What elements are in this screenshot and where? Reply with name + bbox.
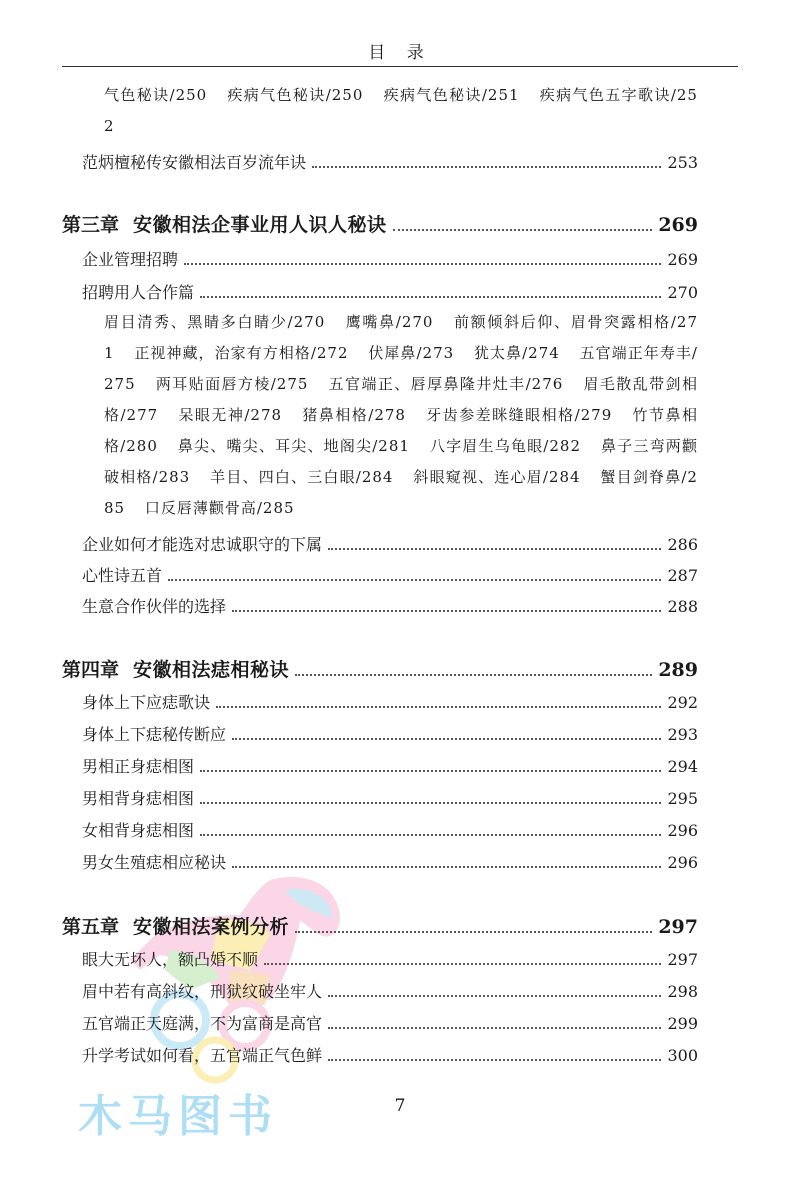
subitem: 气色秘诀/250 xyxy=(104,86,208,104)
dot-leader xyxy=(232,610,661,612)
entry-title: 眉中若有高斜纹，刑狱纹破坐牢人 xyxy=(82,982,323,1001)
subitem: 竹节鼻相格/280 xyxy=(104,406,698,455)
entry-page: 295 xyxy=(667,789,698,808)
subitem: 羊目、四白、三白眼/284 xyxy=(210,468,394,486)
entry-page: 293 xyxy=(667,725,698,744)
chapter-page: 289 xyxy=(658,659,698,681)
subitem: 伏犀鼻/273 xyxy=(368,344,455,362)
toc-entry[interactable] xyxy=(82,786,698,809)
subitem: 两耳贴面唇方棱/275 xyxy=(155,375,309,393)
subitem: 疾病气色秘诀/250 xyxy=(227,86,364,104)
toc-entry[interactable] xyxy=(82,563,698,586)
toc-entry[interactable] xyxy=(82,979,698,1002)
toc-entry[interactable] xyxy=(82,818,698,841)
chapter-number: 第三章 xyxy=(62,214,120,236)
chapter-title: 安徽相法案例分析 xyxy=(133,916,290,938)
dot-leader xyxy=(312,166,661,168)
dot-leader xyxy=(200,834,661,836)
subitem: 猪鼻相格/278 xyxy=(302,406,406,424)
page-number: 7 xyxy=(394,1096,406,1116)
entry-title: 企业如何才能选对忠诚职守的下属 xyxy=(82,535,323,554)
toc-entry[interactable] xyxy=(82,947,698,970)
entry-page: 288 xyxy=(667,597,698,616)
entry-page: 296 xyxy=(667,821,698,840)
toc-entry[interactable] xyxy=(82,754,698,777)
subitem: 斜眼窥视、连心眉/284 xyxy=(413,468,581,486)
entry-page: 269 xyxy=(667,250,698,269)
toc-entry[interactable] xyxy=(82,690,698,713)
dot-leader xyxy=(200,802,661,804)
entry-title: 男相背身痣相图 xyxy=(82,789,195,808)
entry-title: 男相正身痣相图 xyxy=(82,757,195,776)
entry-page: 297 xyxy=(667,950,698,969)
chapter-title: 安徽相法痣相秘诀 xyxy=(133,659,290,681)
subitem: 犹太鼻/274 xyxy=(473,344,560,362)
entry-title: 企业管理招聘 xyxy=(82,250,179,269)
subitem: 眉目清秀、黑睛多白睛少/270 xyxy=(104,313,326,331)
dot-leader xyxy=(328,1027,661,1029)
dot-leader xyxy=(295,674,652,676)
dot-leader xyxy=(295,931,652,933)
chapter-heading-3[interactable] xyxy=(62,210,698,237)
subitem: 八字眉生乌龟眼/282 xyxy=(429,437,581,455)
entry-title: 女相背身痣相图 xyxy=(82,821,195,840)
chapter-heading-5[interactable] xyxy=(62,912,698,939)
entry-title: 男女生殖痣相应秘诀 xyxy=(82,853,227,872)
subitem: 鹰嘴鼻/270 xyxy=(345,313,434,331)
dot-leader xyxy=(328,548,661,550)
chapter-number: 第五章 xyxy=(62,916,120,938)
subitem: 鼻尖、嘴尖、耳尖、地阁尖/281 xyxy=(177,437,410,455)
subitem: 疾病气色五字歌诀/252 xyxy=(104,86,698,135)
dot-leader xyxy=(264,963,661,965)
subitem: 呆眼无神/278 xyxy=(178,406,283,424)
entry-page: 298 xyxy=(667,982,698,1001)
subitem: 前额倾斜后仰、眉骨突露相格/271 xyxy=(104,313,699,362)
dot-leader xyxy=(232,738,661,740)
subitems-chapter-3 xyxy=(104,307,698,524)
entry-title: 范炳檀秘传安徽相法百岁流年诀 xyxy=(82,153,307,172)
entry-page: 287 xyxy=(667,566,698,585)
dot-leader xyxy=(216,706,661,708)
chapter-page: 297 xyxy=(658,916,698,938)
entry-page: 270 xyxy=(667,283,698,302)
toc-entry[interactable] xyxy=(82,532,698,555)
entry-page: 292 xyxy=(667,693,698,712)
chapter-number: 第四章 xyxy=(62,659,120,681)
entry-page: 253 xyxy=(667,153,698,172)
entry-title: 眼大无坏人，额凸婚不顺 xyxy=(82,950,259,969)
dot-leader xyxy=(393,229,653,231)
dot-leader xyxy=(200,296,661,298)
toc-entry[interactable] xyxy=(82,1043,698,1066)
entry-page: 300 xyxy=(667,1046,698,1065)
toc-entry[interactable] xyxy=(82,594,698,617)
entry-title: 五官端正天庭满，不为富商是高官 xyxy=(82,1014,323,1033)
toc-entry[interactable] xyxy=(82,150,698,173)
subitem: 蟹目剑脊鼻/285 xyxy=(104,468,698,517)
watermark-text: 木马图书 xyxy=(78,1091,278,1142)
dot-leader xyxy=(328,1059,661,1061)
entry-page: 286 xyxy=(667,535,698,554)
entry-title: 生意合作伙伴的选择 xyxy=(82,597,227,616)
subitem: 五官端正、唇厚鼻隆井灶丰/276 xyxy=(328,375,564,393)
header-rule xyxy=(62,66,738,67)
subitem: 疾病气色秘诀/251 xyxy=(383,86,520,104)
entry-title: 心性诗五首 xyxy=(82,566,163,585)
dot-leader xyxy=(200,770,661,772)
entry-title: 升学考试如何看，五官端正气色鲜 xyxy=(82,1046,323,1065)
entry-page: 294 xyxy=(667,757,698,776)
dot-leader xyxy=(168,579,661,581)
subitem: 眉毛散乱带剑相格/277 xyxy=(104,375,698,424)
subitems-top xyxy=(104,80,698,142)
toc-entry[interactable] xyxy=(82,280,698,303)
entry-title: 身体上下应痣歌诀 xyxy=(82,693,211,712)
subitem: 正视神藏，治家有方相格/272 xyxy=(134,344,349,362)
entry-page: 296 xyxy=(667,853,698,872)
dot-leader xyxy=(184,263,661,265)
subitem: 牙齿参差眯缝眼相格/279 xyxy=(426,406,613,424)
entry-title: 身体上下痣秘传断应 xyxy=(82,725,227,744)
subitem: 鼻子三弯两颧破相格/283 xyxy=(104,437,698,486)
chapter-heading-4[interactable] xyxy=(62,655,698,682)
entry-page: 299 xyxy=(667,1014,698,1033)
subitem: 五官端正年寿丰/275 xyxy=(104,344,698,393)
chapter-title: 安徽相法企事业用人识人秘诀 xyxy=(133,214,387,236)
toc-entry[interactable] xyxy=(82,247,698,270)
running-header: 目 录 xyxy=(368,43,432,63)
entry-title: 招聘用人合作篇 xyxy=(82,283,195,302)
toc-entry[interactable] xyxy=(82,722,698,745)
subitem: 口反唇薄颧骨高/285 xyxy=(144,499,295,517)
chapter-page: 269 xyxy=(658,214,698,236)
dot-leader xyxy=(328,995,661,997)
toc-entry[interactable] xyxy=(82,1011,698,1034)
